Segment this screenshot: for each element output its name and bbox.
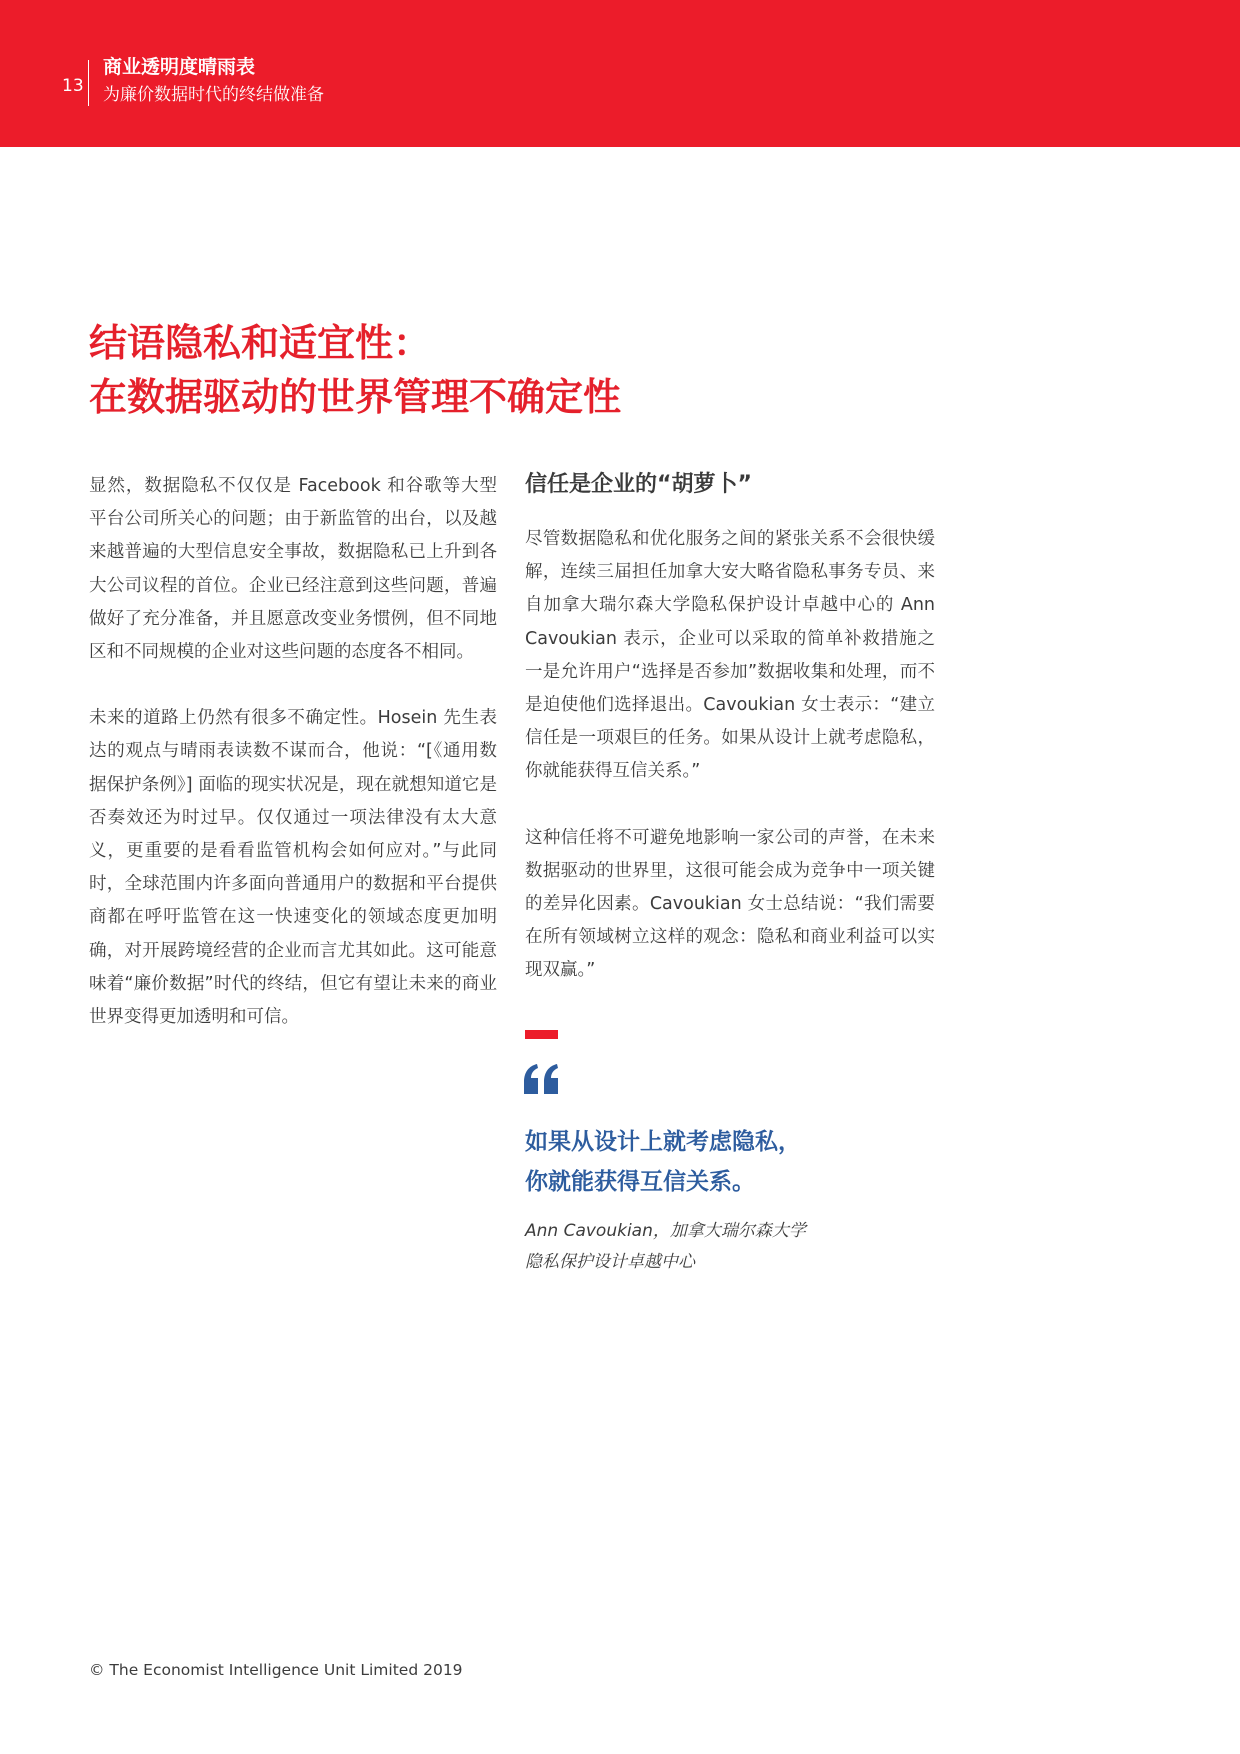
- page-title-line-2: 在数据驱动的世界管理不确定性: [89, 375, 622, 419]
- pull-quote: [525, 1122, 975, 1202]
- quote-attribution: [525, 1216, 975, 1278]
- header-divider: [88, 60, 89, 106]
- report-subtitle: 为廉价数据时代的终结做准备: [103, 85, 324, 105]
- section-heading: 信任是企业的“胡萝卜”: [525, 472, 752, 497]
- page-title-line-1: 结语隐私和适宜性：: [89, 321, 432, 365]
- left-paragraph-1: 显然，数据隐私不仅仅是 Facebook 和谷歌等大型平台公司所关心的问题；由于新监管的出台，以及越来越普遍的大型信息安全事故，数据隐私已上升到各大公司议程的首位。企业已经注意到这些问题，普遍做好了充分准备，并且愿意改变业务惯例，但不同地区和不同规模的企业对这些问题的态度各不相同。: [89, 476, 497, 663]
- page-title: [89, 316, 989, 424]
- copyright-footer: © The Economist Intelligence Unit Limited 2019: [89, 1661, 463, 1679]
- accent-bar: [525, 1030, 558, 1039]
- pull-quote-line-2: 你就能获得互信关系。: [525, 1169, 755, 1195]
- left-column: [89, 470, 497, 1067]
- quote-open-icon: [522, 1060, 562, 1100]
- left-paragraph-2: 未来的道路上仍然有很多不确定性。Hosein 先生表达的观点与晴雨表读数不谋而合，他说：“[《通用数据保护条例》] 面临的现实状况是，现在就想知道它是否奏效还为时过早。仅仅通过一项法律没有太大意义，更重要的是看看监管机构会如何应对。”与此同时，全球范围内许多面向普通用户的数据和平台提供商都在呼吁监管在这一快速变化的领域态度更加明确，对开展跨境经营的企业而言尤其如此。这可能意味着“廉价数据”时代的终结，但它有望让未来的商业世界变得更加透明和可信。: [89, 708, 497, 1028]
- attribution-line-1: Ann Cavoukian，加拿大瑞尔森大学: [525, 1221, 806, 1241]
- right-paragraph-1: 尽管数据隐私和优化服务之间的紧张关系不会很快缓解，连续三届担任加拿大安大略省隐私事务专员、来自加拿大瑞尔森大学隐私保护设计卓越中心的 Ann Cavoukian 表示，企业可以采取的简单补救措施之一是允许用户“选择是否参加”数据收集和处理，而不是迫使他们选择退出。Cavoukian 女士表示：“建立信任是一项艰巨的任务。如果从设计上就考虑隐私，你就能获得互信关系。”: [525, 529, 935, 782]
- pull-quote-line-1: 如果从设计上就考虑隐私，: [525, 1129, 801, 1155]
- report-title: 商业透明度晴雨表: [103, 56, 256, 78]
- right-paragraph-2: 这种信任将不可避免地影响一家公司的声誉，在未来数据驱动的世界里，这很可能会成为竞争中一项关键的差异化因素。Cavoukian 女士总结说：“我们需要在所有领域树立这样的观念：隐私和商业利益可以实现双赢。”: [525, 827, 935, 981]
- page-number: 13: [62, 76, 84, 96]
- attribution-line-2: 隐私保护设计卓越中心: [525, 1252, 695, 1272]
- header-band: [0, 0, 1240, 147]
- right-column: [525, 470, 935, 1021]
